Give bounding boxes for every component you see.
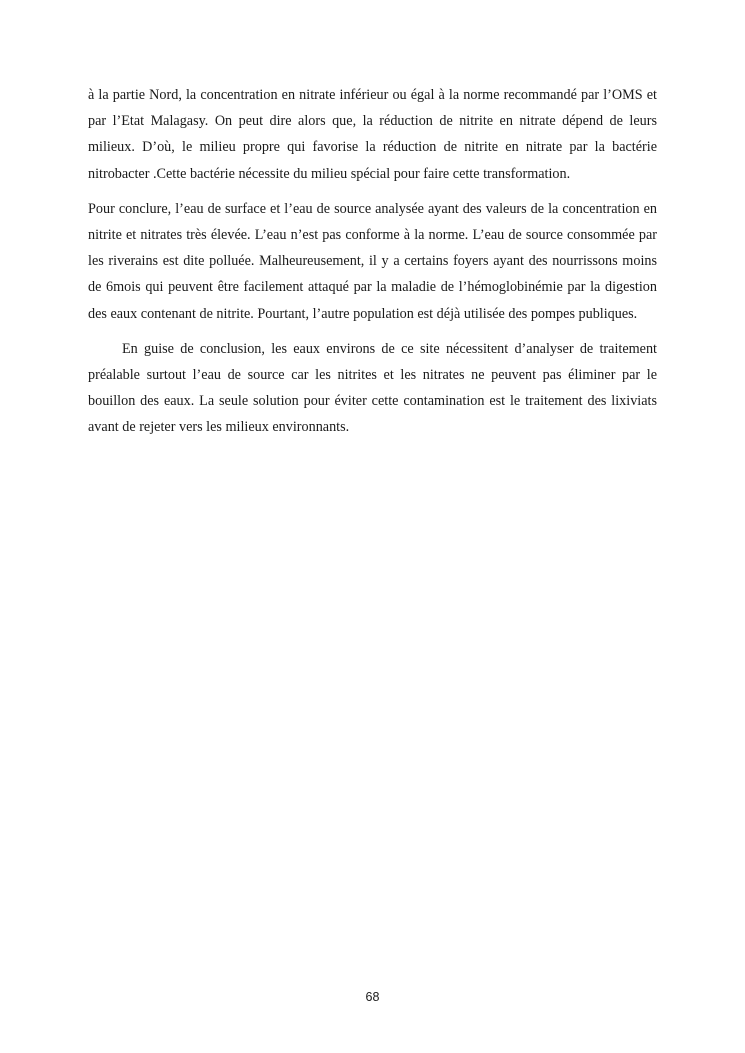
paragraph-continuation: à la partie Nord, la concentration en nitrate inférieur ou égal à la norme recommandé par l’OMS et par l’Etat Malagasy. On peut dire alors que, la réduction de nitrite en nitrate dépend de leurs milieux. D’où, le milieu propre qui favorise la réduction de nitrite en nitrate par la bactérie nitrobacter .Cette bactérie nécessite du milieu spécial pour faire cette transformation.	[88, 87, 657, 182]
paragraph-conclusion: Pour conclure, l’eau de surface et l’eau de source analysée ayant des valeurs de la concentration en nitrite et nitrates très élevée. L’eau n’est pas conforme à la norme. L’eau de source consommée par les riverains est dite polluée. Malheureusement, il y a certains foyers ayant des nourrissons moins de 6mois qui peuvent être facilement attaqué par la maladie de l’hémoglobinémie par la digestion des eaux contenant de nitrite. Pourtant, l’autre population est déjà utilisée des pompes publiques.	[88, 200, 657, 322]
paragraph-final-conclusion: En guise de conclusion, les eaux environs de ce site nécessitent d’analyser de traitement préalable surtout l’eau de source car les nitrites et les nitrates ne peuvent pas éliminer par le bouillon des eaux. La seule solution pour éviter cette contamination est le traitement des lixiviats avant de rejeter vers les milieux environnants.	[88, 340, 657, 436]
body-text	[88, 82, 657, 450]
page-number: 68	[365, 990, 380, 1004]
